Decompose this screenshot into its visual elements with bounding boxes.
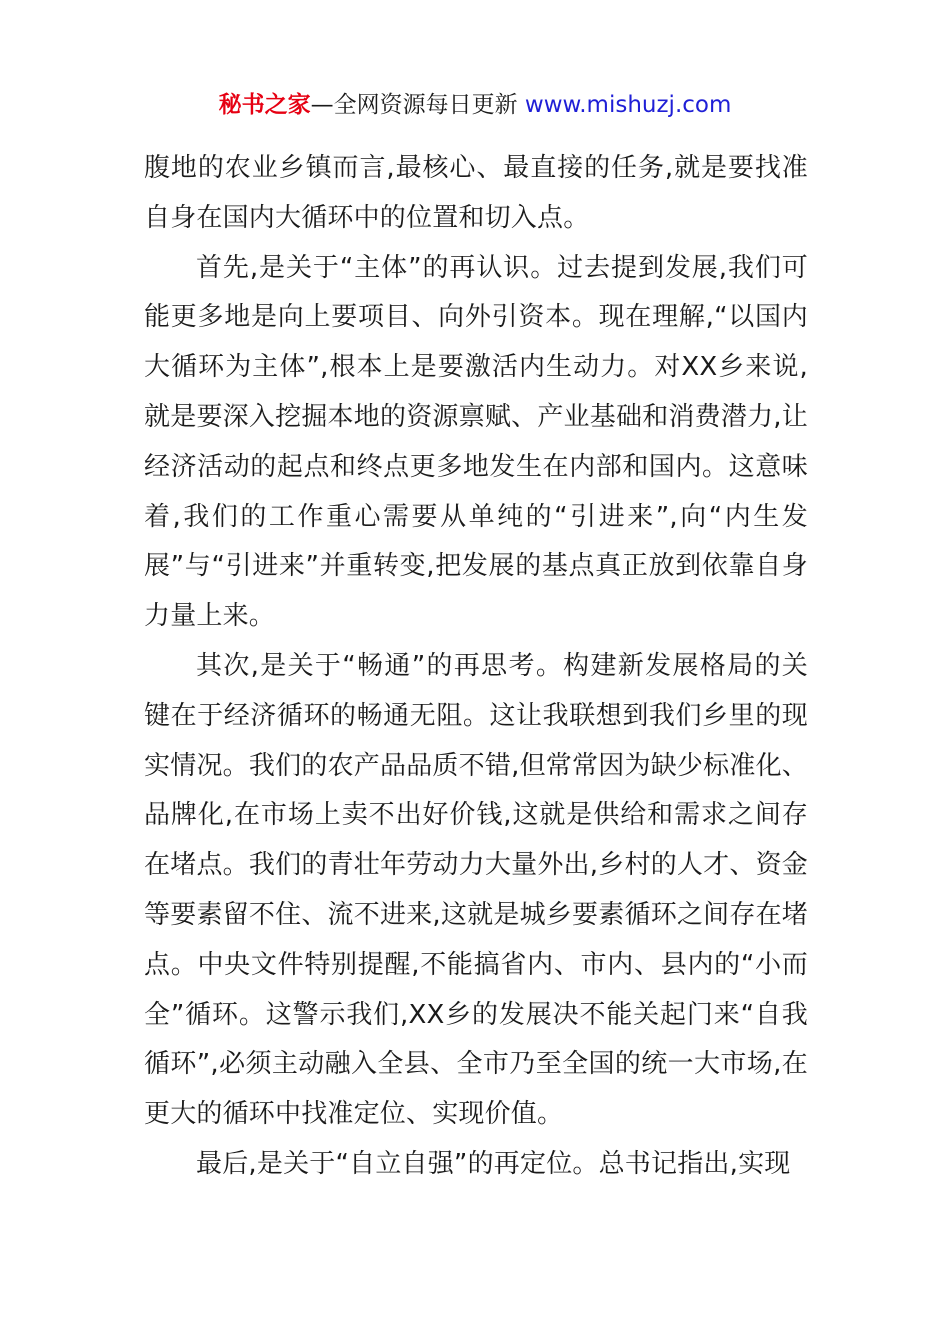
paragraph-continuation: 腹地的农业乡镇而言,最核心、最直接的任务,就是要找准自身在国内大循环中的位置和切入点。 [144,153,808,233]
paragraph-circulation: 其次,是关于“畅通”的再思考。构建新发展格局的关键在于经济循环的畅通无阻。这让我联想到我们乡里的现实情况。我们的农产品品质不错,但常常因为缺少标准化、品牌化,在市场上卖不出好价钱,这就是供给和需求之间存在堵点。我们的青壮年劳动力大量外出,乡村的人才、资金等要素留不住、流不进来,这就是城乡要素循环之间存在堵点。中央文件特别提醒,不能搞省内、市内、县内的“小而全”循环。这警示我们,XX乡的发展决不能关起门来“自我循环”,必须主动融入全县、全市乃至全国的统一大市场,在更大的循环中找准定位、实现价值。 [144,650,808,1130]
header-site-url[interactable]: www.mishuzj.com [524,92,732,118]
header-tagline: —全网资源每日更新 [310,92,525,118]
page-header [0,88,950,122]
document-body [144,144,808,1190]
paragraph-subject: 首先,是关于“主体”的再认识。过去提到发展,我们可能更多地是向上要项目、向外引资本。现在理解,“以国内大循环为主体”,根本上是要激活内生动力。对XX乡来说,就是要深入挖掘本地的资源禀赋、产业基础和消费潜力,让经济活动的起点和终点更多地发生在内部和国内。这意味着,我们的工作重心需要从单纯的“引进来”,向“内生发展”与“引进来”并重转变,把发展的基点真正放到依靠自身力量上来。 [144,252,808,632]
header-brand: 秘书之家 [218,92,311,118]
paragraph-self-reliance: 最后,是关于“自立自强”的再定位。总书记指出,实现 [196,1148,791,1179]
